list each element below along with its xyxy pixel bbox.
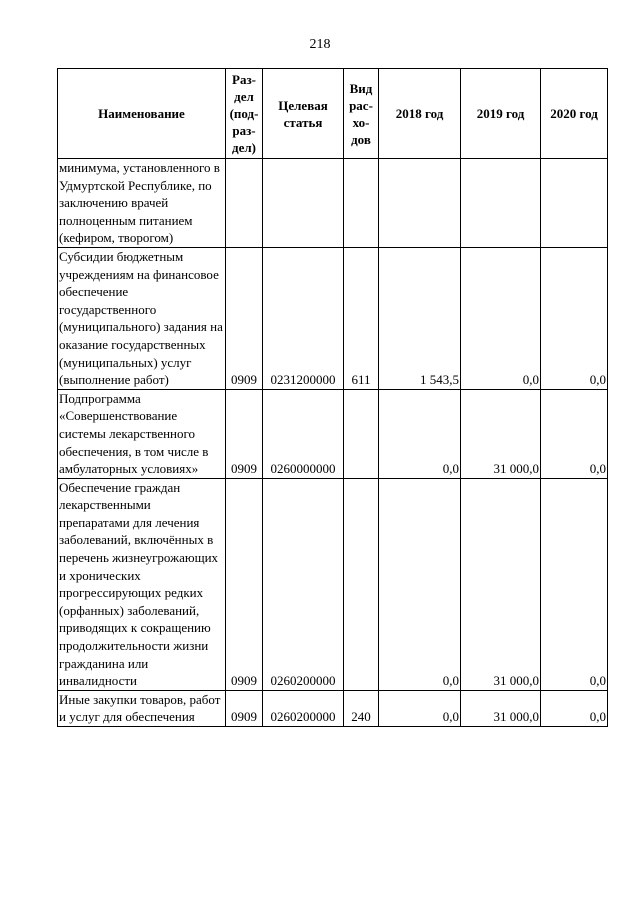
row-name: Иные закупки товаров, работ и услуг для обеспечения xyxy=(58,690,226,726)
row-section: 0909 xyxy=(226,247,263,389)
header-kind-line: хо- xyxy=(352,114,370,130)
row-name: Обеспечение граждан лекарственными препаратами для лечения заболеваний, включённых в перечень жизнеугрожающих и хронических прогрессирующих редких (орфанных) заболеваний, приводящих к сокращению продолжительности жизни гражданина или инвалидности xyxy=(58,478,226,690)
row-target: 0260200000 xyxy=(263,690,344,726)
table-row xyxy=(58,159,608,248)
header-target xyxy=(263,69,344,159)
table-row xyxy=(58,690,608,726)
header-2018: 2018 год xyxy=(379,69,461,159)
row-2020: 0,0 xyxy=(541,478,608,690)
row-2020: 0,0 xyxy=(541,247,608,389)
row-2018: 1 543,5 xyxy=(379,247,461,389)
header-2020: 2020 год xyxy=(541,69,608,159)
header-section-line: Раз- xyxy=(232,72,256,87)
header-target-line: статья xyxy=(283,114,323,130)
row-2019: 0,0 xyxy=(461,247,541,389)
header-kind xyxy=(344,69,379,159)
row-target: 0260000000 xyxy=(263,389,344,478)
row-2018: 0,0 xyxy=(379,690,461,726)
row-kind xyxy=(344,389,379,478)
header-2019: 2019 год xyxy=(461,69,541,159)
row-2018 xyxy=(379,159,461,248)
row-2019 xyxy=(461,159,541,248)
row-kind xyxy=(344,478,379,690)
row-kind: 240 xyxy=(344,690,379,726)
row-section: 0909 xyxy=(226,478,263,690)
header-section-line: (под- xyxy=(229,106,259,121)
row-2019: 31 000,0 xyxy=(461,478,541,690)
header-kind-line: дов xyxy=(351,131,371,147)
row-name: Подпрограмма «Совершенствование системы лекарственного обеспечения, в том числе в амбулаторных условиях» xyxy=(58,389,226,478)
page-number: 218 xyxy=(309,37,331,52)
row-2018: 0,0 xyxy=(379,478,461,690)
row-name: минимума, установленного в Удмуртской Республике, по заключению врачей полноценным питанием (кефиром, творогом) xyxy=(58,159,226,248)
row-2019: 31 000,0 xyxy=(461,690,541,726)
header-kind-line: рас- xyxy=(349,97,373,113)
row-name: Субсидии бюджетным учреждениям на финансовое обеспечение государственного (муниципального) задания на оказание государственных (муниципальных) услуг (выполнение работ) xyxy=(58,247,226,389)
header-section-line: дел) xyxy=(232,140,256,155)
row-target xyxy=(263,159,344,248)
row-section: 0909 xyxy=(226,690,263,726)
row-target: 0260200000 xyxy=(263,478,344,690)
row-section xyxy=(226,159,263,248)
row-2019: 31 000,0 xyxy=(461,389,541,478)
table-header-row xyxy=(58,69,608,159)
row-2018: 0,0 xyxy=(379,389,461,478)
table-row xyxy=(58,247,608,389)
table-row xyxy=(58,389,608,478)
row-2020: 0,0 xyxy=(541,690,608,726)
row-kind xyxy=(344,159,379,248)
header-target-line: Целевая xyxy=(278,97,328,113)
row-target: 0231200000 xyxy=(263,247,344,389)
table-row xyxy=(58,478,608,690)
row-section: 0909 xyxy=(226,389,263,478)
header-section-line: дел xyxy=(234,89,254,104)
budget-table xyxy=(57,68,608,727)
row-kind: 611 xyxy=(344,247,379,389)
row-2020 xyxy=(541,159,608,248)
header-name: Наименование xyxy=(58,69,226,159)
header-section-line: раз- xyxy=(232,123,256,138)
header-kind-line: Вид xyxy=(349,80,373,96)
row-2020: 0,0 xyxy=(541,389,608,478)
header-section xyxy=(226,69,263,159)
